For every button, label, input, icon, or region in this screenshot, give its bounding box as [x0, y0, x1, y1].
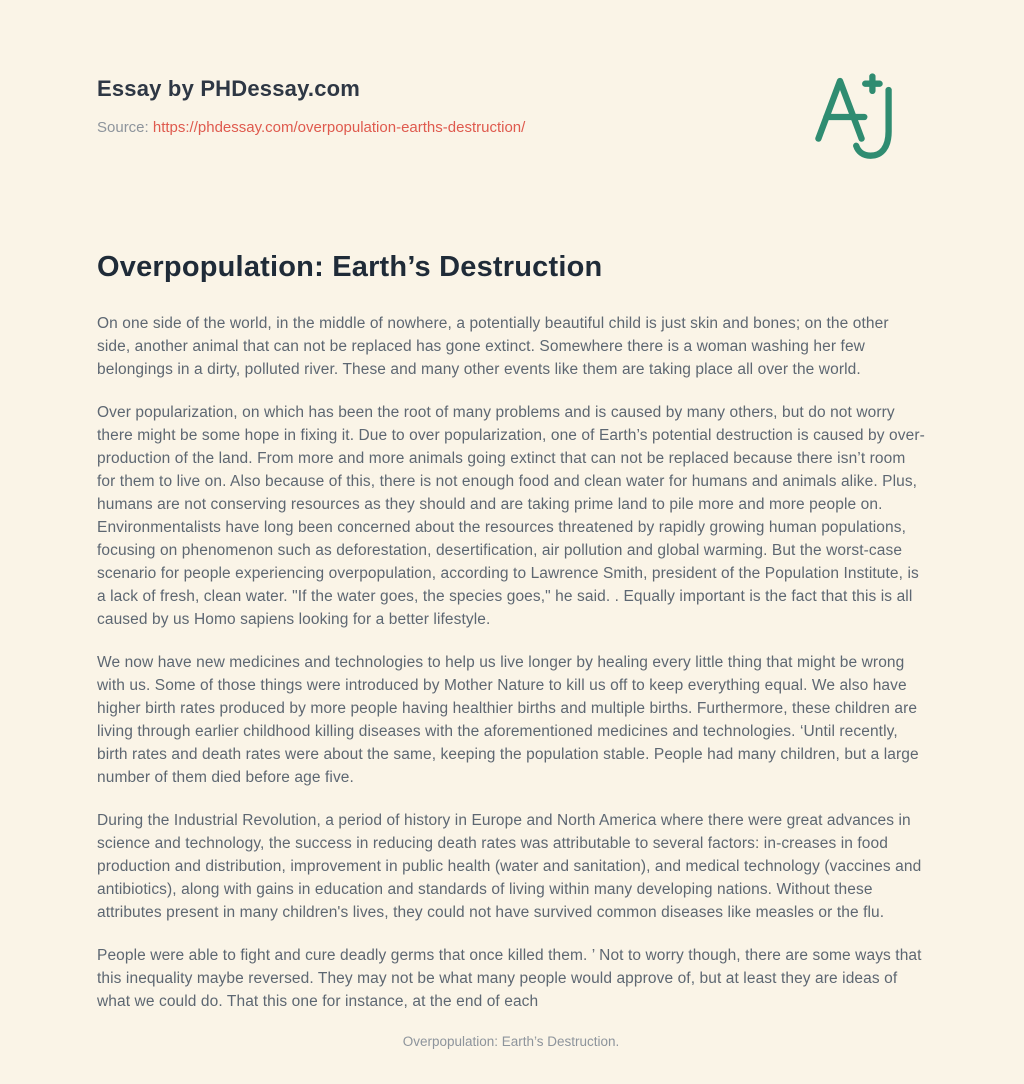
source-url-link[interactable]: https://phdessay.com/overpopulation-earths-destruction/ [152, 119, 526, 136]
essay-paragraph: Over popularization, on which has been the root of many problems and is caused by many others, but do not worry there might be some hope in fixing it. Due to over popularization, one of Earth’s potential destruction is caused by over-production of the land. From more and more animals going extinct that can not be replaced because there isn’t room for them to live on. Also because of this, there is not enough food and clean water for humans and animals alike. Plus, humans are not conserving resources as they should and are taking prime land to pile more and more people on. Environmentalists have long been concerned about the resources threatened by rapidly growing human populations, focusing on phenomenon such as deforestation, desertification, air pollution and global warming. But the worst-case scenario for people experiencing overpopulation, according to Lawrence Smith, president of the Population Institute, is a lack of fresh, clean water. "If the water goes, the species goes," he said. . Equally important is the fact that this is all caused by us Homo sapiens looking for a better lifestyle. [97, 404, 925, 628]
essay-paragraph: During the Industrial Revolution, a period of history in Europe and North America where there were great advances in science and technology, the success in reducing death rates was attributable to several factors: in-creases in food production and distribution, improvement in public health (water and sanitation), and medical technology (vaccines and antibiotics), along with gains in education and standards of living within many developing nations. Without these attributes present in many children's lives, they could not have survived common diseases like measles or the flu. [97, 812, 922, 921]
header-text-block [97, 76, 525, 137]
page-footer [97, 1033, 925, 1051]
essay-body [97, 312, 925, 1013]
logo-plus-stroke [865, 77, 879, 91]
source-line [97, 118, 525, 137]
essay-paragraph: People were able to fight and cure deadly germs that once killed them. ’ Not to worry though, there are some ways that this inequality maybe reversed. They may not be what many people would approve of, but at least they are ideas of what we could do. That this one for instance, at the end of each [97, 947, 922, 1010]
essay-paragraph: We now have new medicines and technologies to help us live longer by healing every little thing that might be wrong with us. Some of those things were introduced by Mother Nature to kill us off to keep everything equal. We also have higher birth rates produced by more people having healthier births and multiple births. Furthermore, these children are living through earlier childhood killing diseases with the aforementioned medicines and technologies. ‘Until recently, birth rates and death rates were about the same, keeping the population stable. People had many children, but a large number of them died before age five. [97, 654, 919, 786]
logo-j-stroke [856, 90, 888, 156]
page-header [97, 76, 925, 164]
essay-paragraph: On one side of the world, in the middle of nowhere, a potentially beautiful child is just skin and bones; on the other side, another animal that can not be replaced has gone extinct. Somewhere there is a woman washing her few belongings in a dirty, polluted river. These and many other events like them are taking place all over the world. [97, 315, 889, 378]
essay-title: Overpopulation: Earth’s Destruction [97, 251, 603, 283]
footer-citation: Overpopulation: Earth’s Destruction. [402, 1034, 620, 1049]
source-label: Source: [97, 119, 149, 136]
brand-title: Essay by PHDessay.com [97, 76, 361, 101]
phdessay-logo-icon [813, 70, 903, 164]
logo-a-stroke [818, 81, 861, 139]
